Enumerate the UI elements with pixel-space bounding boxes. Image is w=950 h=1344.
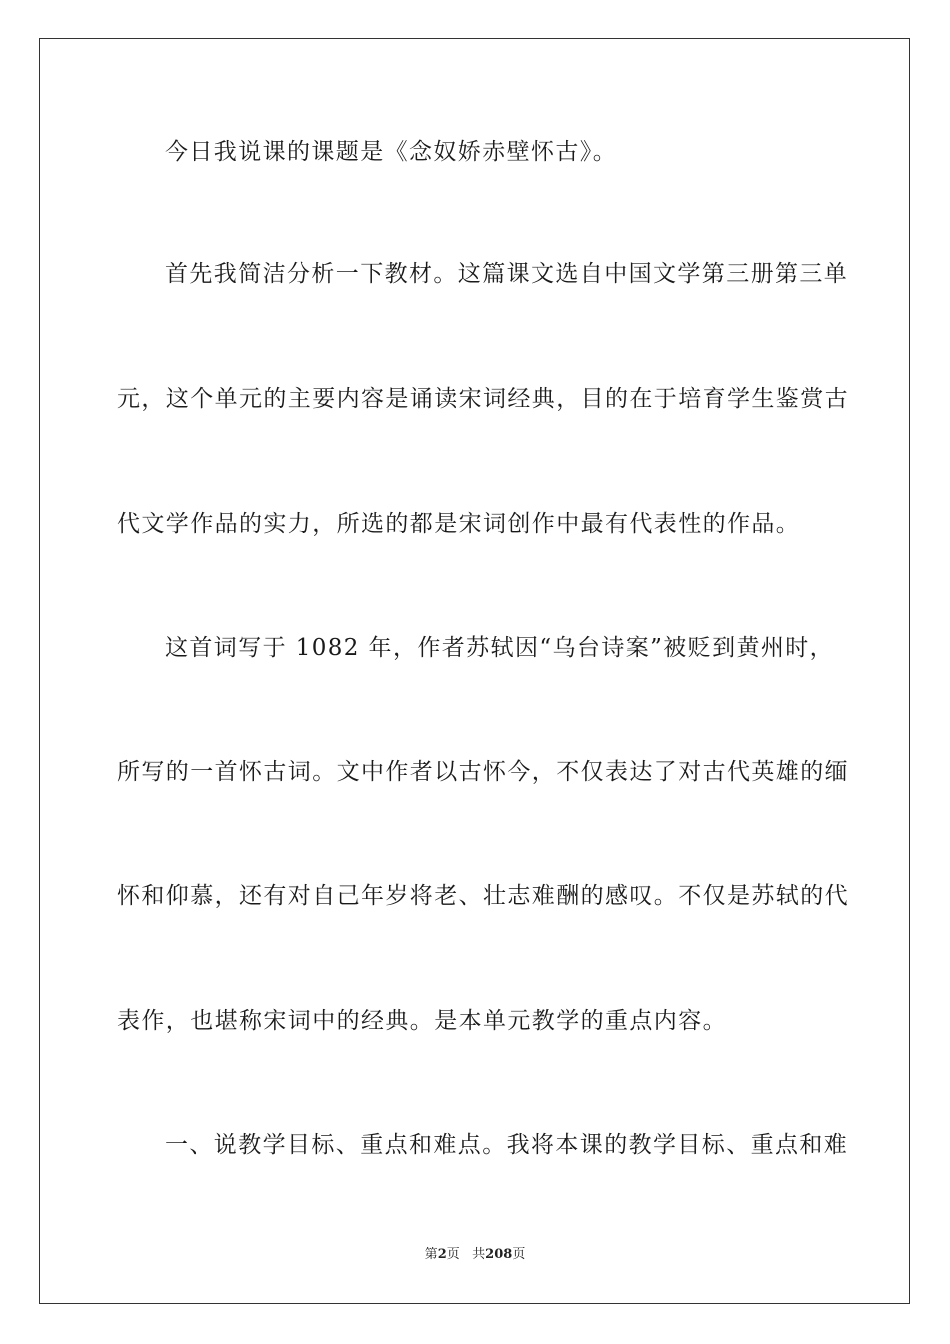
page-footer (0, 1246, 950, 1264)
paragraph-line-7: 怀和仰慕，还有对自己年岁将老、壮志难酬的感叹。不仅是苏轼的代 (117, 883, 849, 909)
footer-prefix: 第 (424, 1247, 438, 1262)
footer-total-prefix: 共 (472, 1247, 486, 1262)
paragraph-line-2: 首先我简洁分析一下教材。这篇课文选自中国文学第三册第三单 (165, 261, 849, 287)
paragraph-line-4: 代文学作品的实力，所选的都是宋词创作中最有代表性的作品。 (117, 511, 801, 537)
paragraph-line-6: 所写的一首怀古词。文中作者以古怀今，不仅表达了对古代英雄的缅 (117, 759, 849, 785)
paragraph-line-1: 今日我说课的课题是《念奴娇赤壁怀古》。 (165, 139, 618, 165)
footer-page-suffix: 页 (446, 1247, 460, 1262)
footer-total-pages: 208 (485, 1247, 513, 1262)
page-frame (39, 38, 910, 1304)
paragraph-line-9: 一、说教学目标、重点和难点。我将本课的教学目标、重点和难 (165, 1132, 849, 1158)
paragraph-line-5: 这首词写于 1082 年，作者苏轼因“乌台诗案”被贬到黄州时， (165, 635, 835, 661)
paragraph-line-8: 表作，也堪称宋词中的经典。是本单元教学的重点内容。 (117, 1008, 727, 1034)
footer-total-suffix: 页 (512, 1247, 526, 1262)
footer-page-number: 2 (437, 1247, 447, 1262)
paragraph-line-3: 元，这个单元的主要内容是诵读宋词经典，目的在于培育学生鉴赏古 (117, 386, 849, 412)
